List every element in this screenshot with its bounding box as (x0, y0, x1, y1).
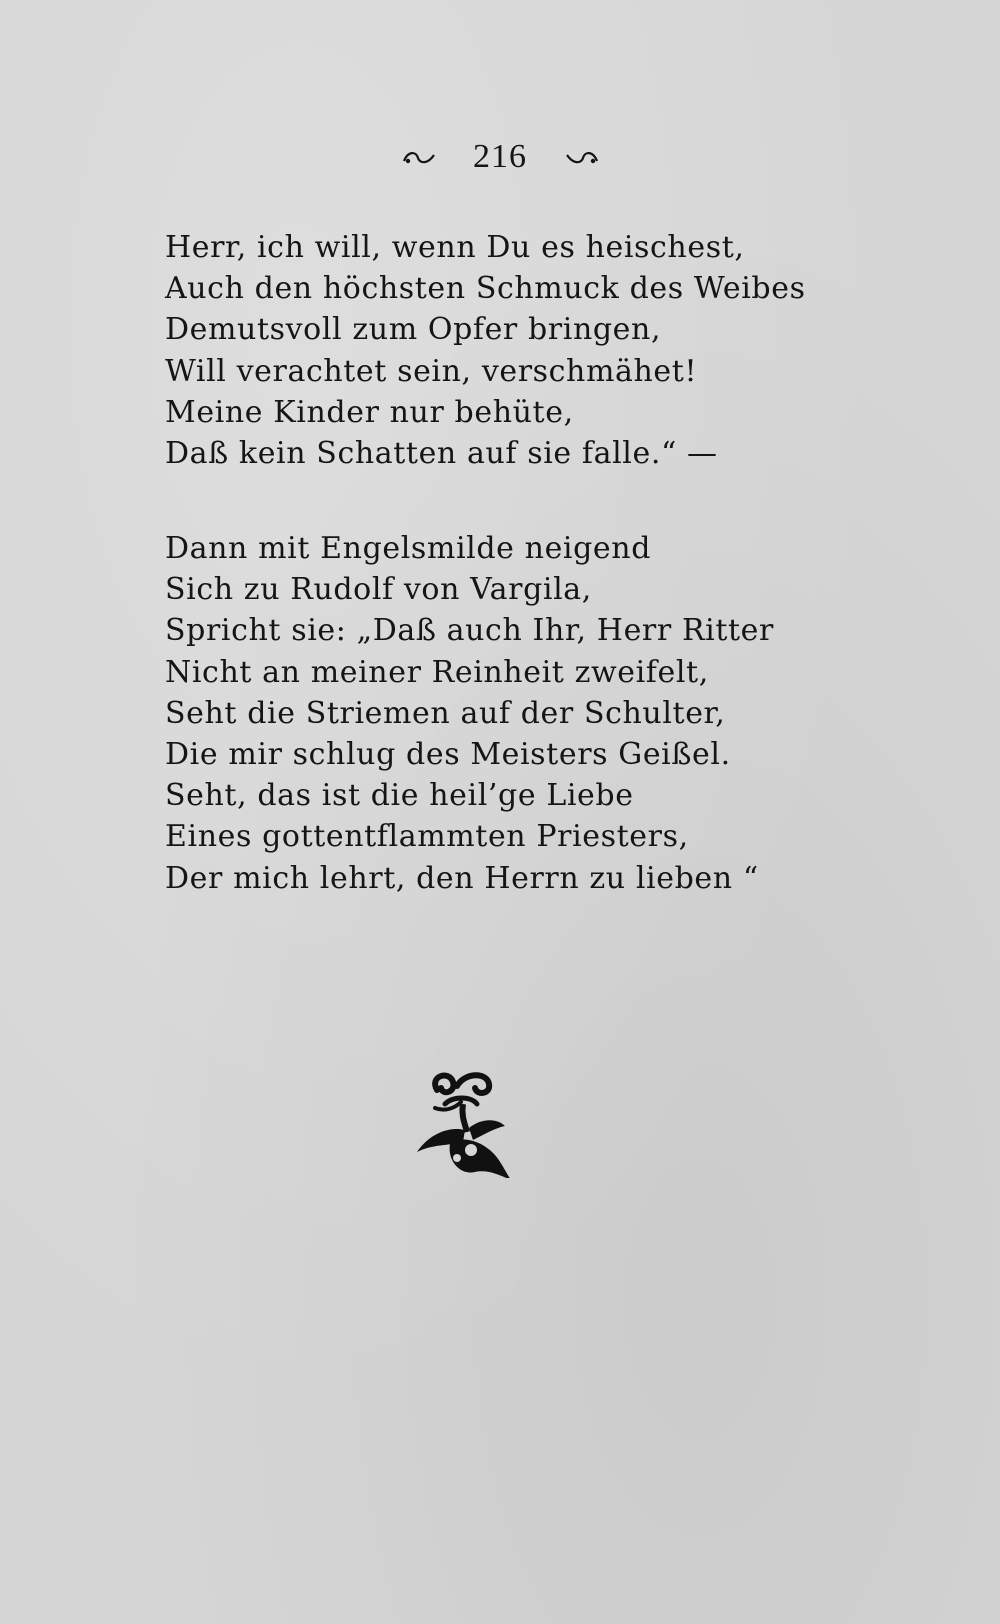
verse-line: Seht die Striemen auf der Schulter, (165, 695, 726, 731)
verse-line: Die mir schlug des Meisters Geißel. (165, 737, 731, 773)
right-ornament-icon (565, 144, 599, 174)
verse-line: Auch den höchsten Schmuck des Weibes (165, 271, 806, 307)
stanza-2 (165, 528, 774, 899)
verse-line: Meine Kinder nur behüte, (165, 394, 574, 430)
verse-line: Demutsvoll zum Opfer bringen, (165, 312, 662, 348)
left-ornament-icon (402, 144, 436, 174)
verse-line: Dann mit Engelsmilde neigend (165, 531, 652, 566)
page-number: 216 (473, 138, 527, 175)
verse-line: Daß kein Schatten auf sie falle.“ — (165, 436, 718, 472)
verse-line: Seht, das ist die heil’ge Liebe (165, 778, 634, 814)
verse-line: Eines gottentflammten Priesters, (165, 819, 689, 855)
stanza-1 (165, 227, 806, 474)
verse-line: Will verachtet sein, verschmähet! (165, 353, 698, 389)
page-header (0, 138, 1000, 176)
verse-line: Herr, ich will, wenn Du es heischest, (165, 230, 745, 265)
verse-line: Nicht an meiner Reinheit zweifelt, (165, 654, 709, 690)
verse-line: Der mich lehrt, den Herrn zu lieben “ (165, 860, 759, 896)
verse-line: Spricht sie: „Daß auch Ihr, Herr Ritter (165, 613, 774, 649)
floral-fleuron-icon (415, 1068, 515, 1178)
verse-line: Sich zu Rudolf von Vargila, (165, 572, 592, 608)
